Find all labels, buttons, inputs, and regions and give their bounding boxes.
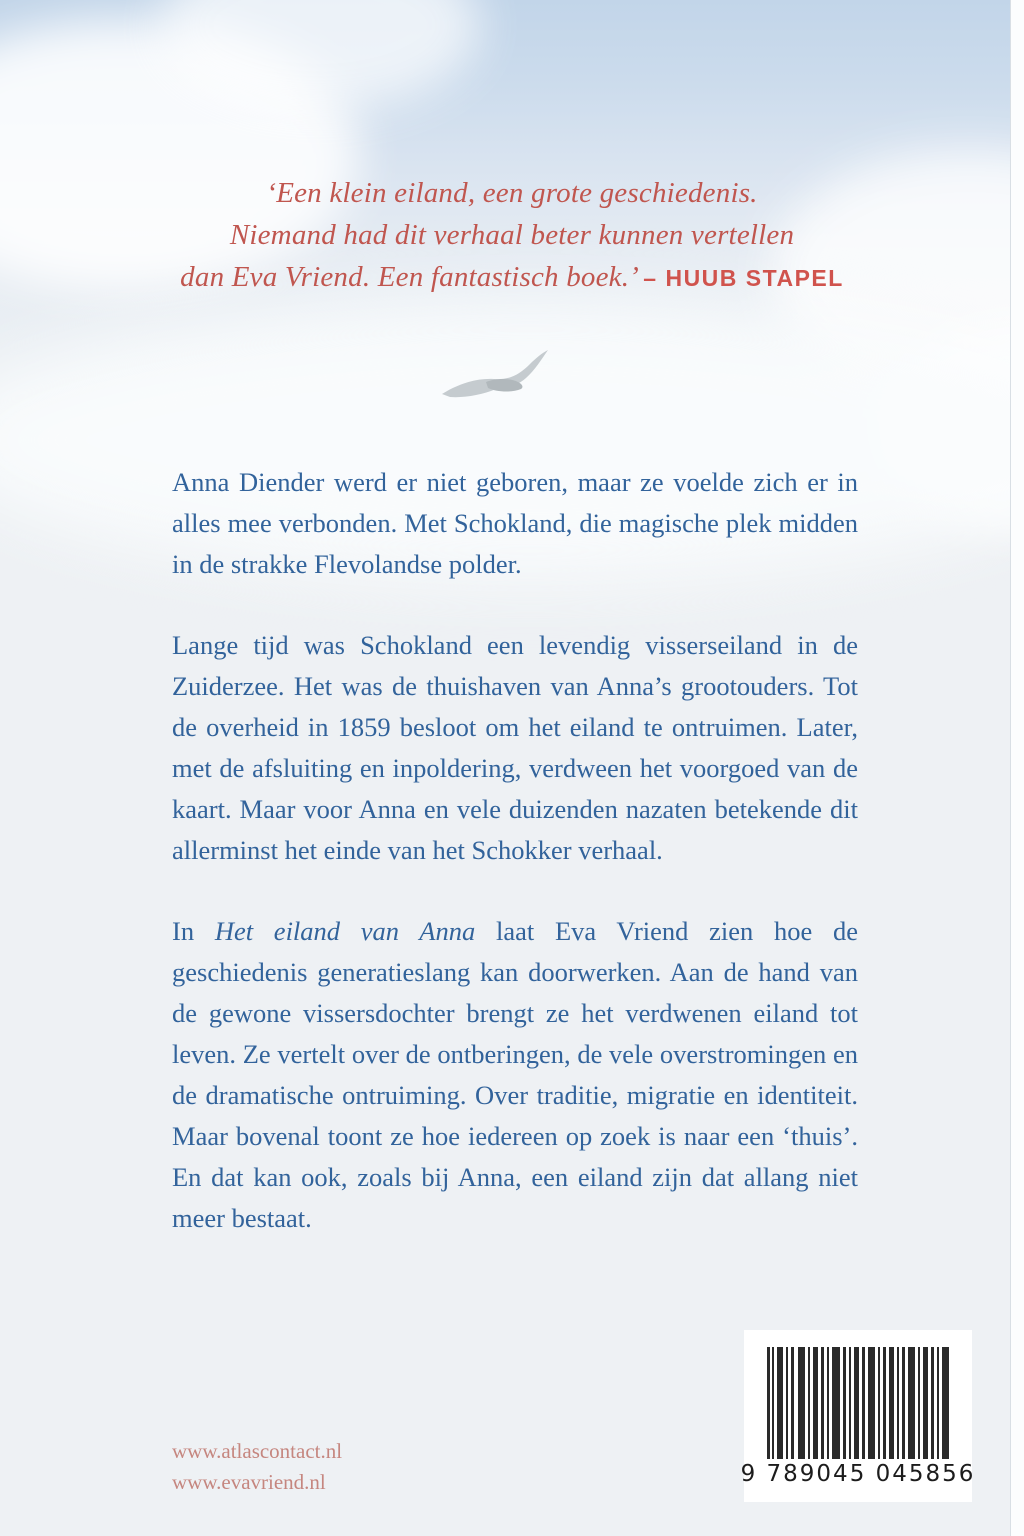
footer-links <box>172 1436 342 1498</box>
barcode <box>740 1330 976 1502</box>
review-quote <box>60 172 964 299</box>
quote-line: Niemand had dit verhaal beter kunnen vertellen <box>229 219 795 251</box>
quote-line-text: dan Eva Vriend. Een fantastisch boek.’ <box>180 261 636 293</box>
quote-line: ‘Een klein eiland, een grote geschiedenis. <box>266 177 758 209</box>
page-edge <box>1010 0 1024 1536</box>
paragraph-2: Lange tijd was Schokland een levendig visserseiland in de Zuiderzee. Het was de thuishaven van Anna’s grootouders. Tot de overheid in 1859 besloot om het eiland te ontruimen. Later, met de afsluiting en inpoldering, verdween het voorgoed van de kaart. Maar voor Anna en vele duizenden nazaten betekende dit allerminst het einde van het Schokker verhaal. <box>172 630 858 865</box>
paragraph-3 <box>172 911 858 1239</box>
seagull-icon <box>438 348 560 410</box>
book-title-italic: Het eiland van Anna <box>214 916 476 946</box>
paragraph-3-post: laat Eva Vriend zien hoe de geschiedenis generatieslang kan doorwerken. Aan de hand van de gewone vissersdochter brengt ze het verdwenen eiland tot leven. Ze vertelt over de ontberingen, de vele overstromingen en de dramatische ontruiming. Over traditie, migratie en identiteit. Maar bovenal toont ze hoe iedereen op zoek is naar een ‘thuis’. En dat kan ook, zoals bij Anna, een eiland zijn dat allang niet meer bestaat. <box>172 916 858 1233</box>
quote-line <box>60 256 964 299</box>
blurb-text <box>172 462 858 1239</box>
paragraph-1: Anna Diender werd er niet geboren, maar ze voelde zich er in alles mee verbonden. Met Schokland, die magische plek midden in de strakke Flevolandse polder. <box>172 467 858 579</box>
quote-attribution: – HUUB STAPEL <box>643 265 844 291</box>
barcode-number: 9 789045 045856 <box>740 1461 976 1487</box>
paragraph-3-pre: In <box>172 916 215 946</box>
barcode-bars-icon <box>767 1347 949 1459</box>
link-evavriend: www.evavriend.nl <box>172 1470 326 1494</box>
link-atlascontact: www.atlascontact.nl <box>172 1439 343 1463</box>
